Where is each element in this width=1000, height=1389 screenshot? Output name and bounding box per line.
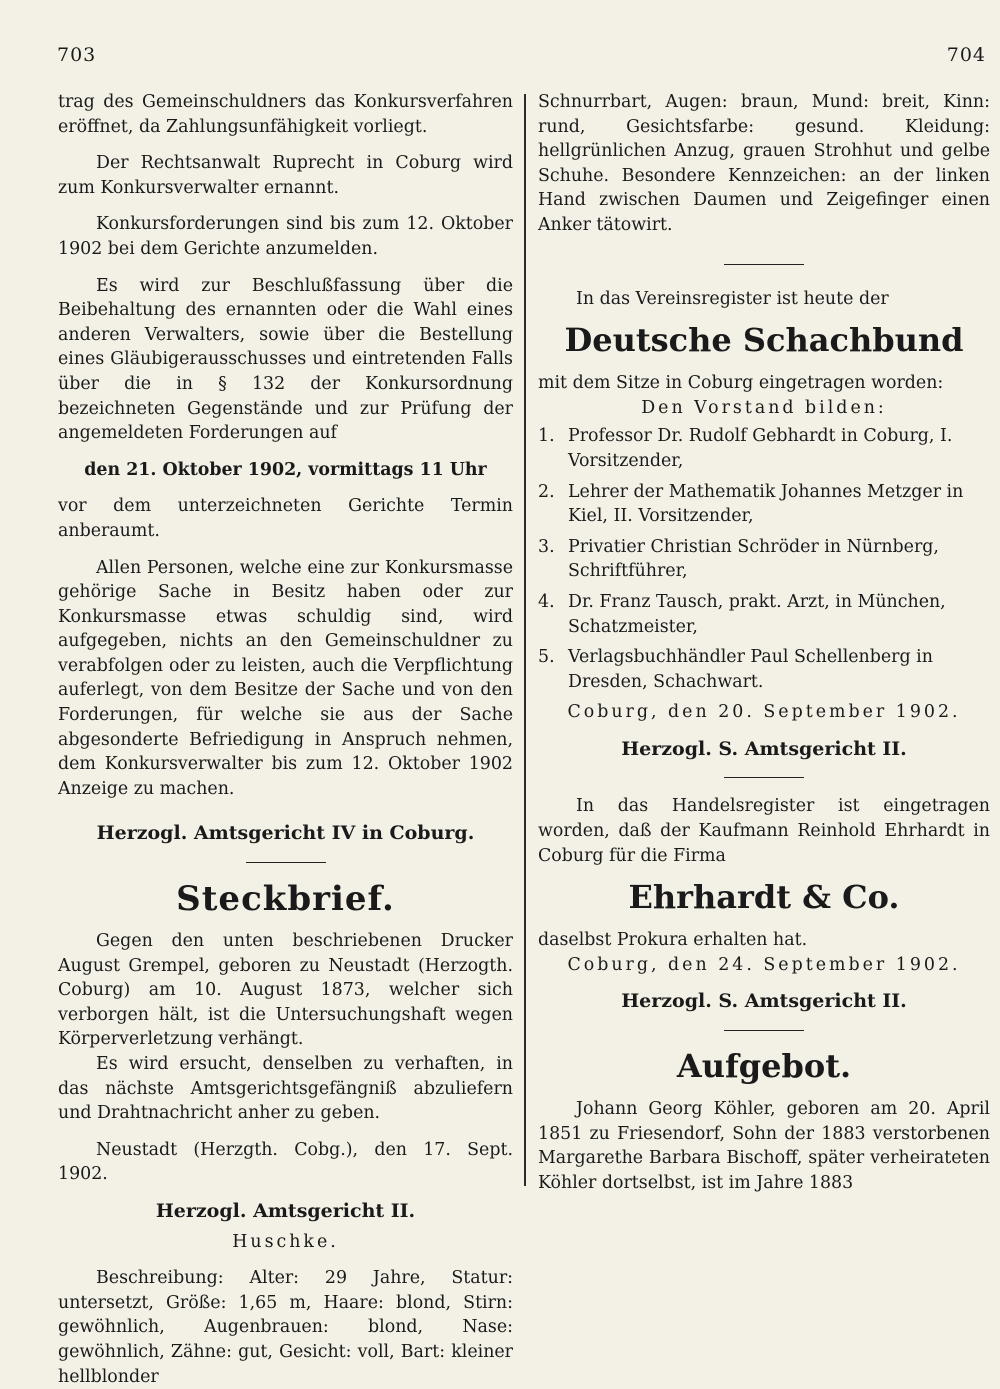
signer: Huschke. [232,1231,339,1252]
paragraph: Konkursforderungen sind bis zum 12. Oktober 1902 bei dem Gerichte anzumelden. [58,214,513,259]
paragraph: trag des Gemeinschuldners das Konkursverfahren eröffnet, da Zahlungsunfähigkeit vorliegt. [58,92,513,137]
paragraph: In das Vereinsregister ist heute der [576,288,889,309]
paragraph: Es wird ersucht, denselben zu verhaften, in das nächste Amtsgerichtsgefängniß abzuliefern und Drahtnachricht anher zu geben. [58,1054,513,1124]
place-date: Coburg, den 20. September 1902. [567,702,961,723]
item-text: Verlagsbuchhändler Paul Schellenberg in Dresden, Schachwart. [568,647,933,692]
section-heading: Steckbrief. [176,879,395,920]
paragraph: Schnurrbart, Augen: braun, Mund: breit, Kinn: rund, Gesichtsfarbe: gesund. Kleidung: hellgrünlichen Anzug, grauen Strohhut und gelbe Schuhe. Besondere Kennzeichen: an der linken Hand zwischen Daumen und Zeigefinger einen Anker tätowirt. [538,92,990,235]
date-line: den 21. Oktober 1902, vormittags 11 Uhr [84,459,487,480]
court-signature: Herzogl. S. Amtsgericht II. [621,737,907,760]
separator [246,862,326,863]
list-item [538,480,990,529]
section-heading: Deutsche Schachbund [564,321,964,360]
item-number: 4. [538,591,555,612]
paragraph: daselbst Prokura erhalten hat. [538,930,808,951]
separator [724,1030,804,1031]
list-item [538,590,990,639]
place-date: Neustadt (Herzgth. Cobg.), den 17. Sept. 1902. [58,1139,513,1185]
left-column [58,90,513,1389]
page-number-left: 703 [57,44,97,66]
paragraph: In das Handelsregister ist eingetragen worden, daß der Kaufmann Reinhold Ehrhardt in Coburg für die Firma [538,796,990,866]
paragraph: Es wird zur Beschlußfassung über die Beibehaltung des ernannten oder die Wahl eines anderen Verwalters, sowie über die Bestellung eines Gläubigerausschusses und eintretenden Falls über die in § 132 der Konkursordnung bezeichneten Gegenstände und zur Prüfung der angemeldeten Forderungen auf [58,275,513,444]
member-list [538,424,990,694]
item-number: 2. [538,481,555,502]
list-item [538,535,990,584]
item-text: Professor Dr. Rudolf Gebhardt in Coburg, I. Vorsitzender, [568,426,953,471]
item-number: 3. [538,536,555,557]
item-number: 1. [538,426,555,447]
section-heading: Aufgebot. [676,1047,852,1086]
paragraph: mit dem Sitze in Coburg eingetragen worden: [538,373,944,394]
court-signature: Herzogl. Amtsgericht IV in Coburg. [96,822,475,845]
separator [724,777,804,778]
company-heading: Ehrhardt & Co. [628,878,900,917]
court-signature: Herzogl. Amtsgericht II. [155,1199,416,1222]
page-number-right: 704 [946,44,986,66]
column-divider [524,94,526,1186]
paragraph: Beschreibung: Alter: 29 Jahre, Statur: untersetzt, Größe: 1,65 m, Haare: blond, Stirn: gewöhnlich, Augenbrauen: blond, Nase: gewöhnlich, Zähne: gut, Gesicht: voll, Bart: kleiner hellblonder [58,1268,513,1387]
paragraph: Allen Personen, welche eine zur Konkursmasse gehörige Sache in Besitz haben oder zur Konkursmasse etwas schuldig sind, wird aufgegeben, nichts an den Gemeinschuldner zu verabfolgen oder zu leisten, auch die Verpflichtung auferlegt, von dem Besitze der Sache und von den Forderungen, für welche sie aus der Sache abgesonderte Befriedigung in Anspruch nehmen, dem Konkursverwalter bis zum 12. Oktober 1902 Anzeige zu machen. [58,557,513,799]
paragraph: vor dem unterzeichneten Gerichte Termin anberaumt. [58,496,513,541]
separator [724,264,804,265]
item-text: Lehrer der Mathematik Johannes Metzger in Kiel, II. Vorsitzender, [568,481,964,527]
right-column [538,90,990,1195]
list-item [538,424,990,473]
paragraph: Johann Georg Köhler, geboren am 20. April 1851 zu Friesendorf, Sohn der 1883 verstorbenen Margarethe Barbara Bischoff, später verheirateten Köhler dortselbst, ist im Jahre 1883 [538,1099,990,1193]
item-number: 5. [538,647,555,668]
paragraph: Der Rechtsanwalt Ruprecht in Coburg wird zum Konkursverwalter ernannt. [58,153,513,198]
board-heading: Den Vorstand bilden: [641,397,887,418]
item-text: Privatier Christian Schröder in Nürnberg, Schriftführer, [568,536,939,582]
paragraph: Gegen den unten beschriebenen Drucker August Grempel, geboren zu Neustadt (Herzogth. Coburg) am 10. August 1873, welcher sich verborgen hält, ist die Untersuchungshaft wegen Körperverletzung verhängt. [58,931,513,1050]
list-item [538,645,990,694]
court-signature: Herzogl. S. Amtsgericht II. [621,990,907,1013]
place-date: Coburg, den 24. September 1902. [567,954,961,975]
item-text: Dr. Franz Tausch, prakt. Arzt, in München, Schatzmeister, [568,591,946,637]
